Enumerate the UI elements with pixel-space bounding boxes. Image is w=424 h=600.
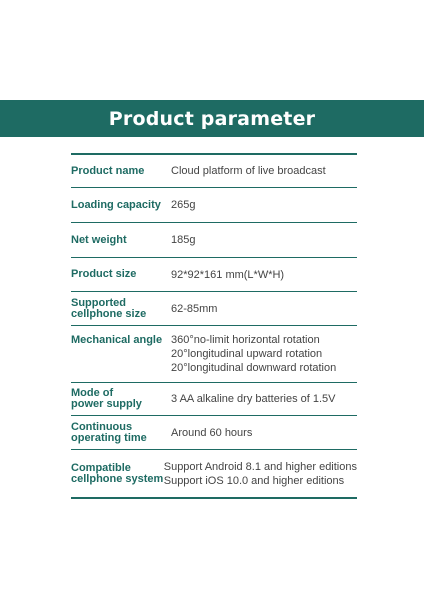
parameter-value: 92*92*161 mm(L*W*H) — [171, 268, 285, 281]
parameter-label: Mechanical angle — [71, 334, 163, 346]
table-row — [71, 258, 357, 292]
parameter-value: 265g — [171, 199, 196, 211]
table-row — [71, 416, 357, 450]
parameter-label: Mode of power supply — [71, 387, 142, 410]
parameter-value: Around 60 hours — [171, 426, 253, 439]
table-row — [71, 223, 357, 258]
parameter-value: Cloud platform of live broadcast — [171, 165, 326, 177]
parameter-table — [71, 153, 357, 499]
table-row — [71, 326, 357, 383]
table-row — [71, 450, 357, 497]
parameter-value: 3 AA alkaline dry batteries of 1.5V — [171, 393, 336, 405]
page-title: Product parameter — [108, 107, 316, 130]
parameter-label: Supported cellphone size — [71, 296, 147, 320]
parameter-label: Product size — [71, 268, 137, 280]
parameter-label: Compatible cellphone system — [71, 461, 164, 485]
parameter-value: 185g — [171, 234, 196, 246]
parameter-value: 62-85mm — [171, 302, 218, 315]
parameter-value: Support Android 8.1 and higher editions Support iOS 10.0 and higher editions — [163, 460, 357, 487]
parameter-label: Loading capacity — [71, 198, 161, 211]
table-row — [71, 292, 357, 326]
table-row — [71, 188, 357, 223]
parameter-label: Continuous operating time — [71, 420, 147, 444]
table-row — [71, 155, 357, 188]
table-row — [71, 383, 357, 416]
parameter-label: Product name — [71, 164, 145, 177]
parameter-label: Net weight — [71, 233, 127, 246]
parameter-value: 360°no-limit horizontal rotation 20°longitudinal upward rotation 20°longitudinal downward rotation — [171, 334, 337, 374]
title-banner — [0, 100, 424, 137]
